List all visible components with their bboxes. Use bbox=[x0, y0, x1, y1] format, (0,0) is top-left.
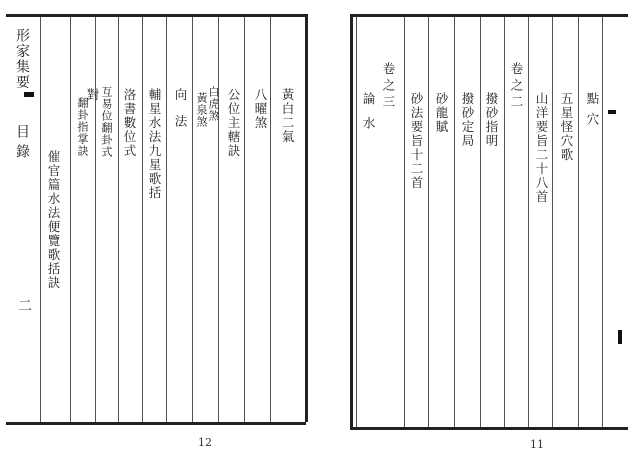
column-rule bbox=[166, 17, 167, 422]
toc-entry: 白虎煞 bbox=[207, 86, 220, 122]
toc-entry: 卷之二 bbox=[509, 62, 524, 112]
column-rule bbox=[552, 17, 553, 427]
column-rule bbox=[504, 17, 505, 427]
toc-entry: 點穴 bbox=[585, 92, 600, 133]
toc-entry: 卷之三 bbox=[381, 62, 396, 112]
book-title: 形家集要 bbox=[14, 28, 30, 90]
page-number: 11 bbox=[530, 438, 544, 451]
column-rule bbox=[528, 17, 529, 427]
column-rule bbox=[192, 17, 193, 422]
toc-entry: 催官篇水法便覽歌括訣 bbox=[46, 150, 61, 290]
column-rule bbox=[40, 17, 41, 422]
column-rule bbox=[142, 17, 143, 422]
black-mark bbox=[618, 330, 622, 344]
toc-entry: 對 bbox=[85, 88, 100, 102]
column-rule bbox=[404, 17, 405, 427]
column-rule bbox=[356, 17, 357, 427]
left-page bbox=[0, 0, 318, 456]
toc-entry: 黃白二氣 bbox=[280, 88, 295, 144]
toc-entry: 洛書數位式 bbox=[122, 88, 137, 158]
column-rule bbox=[602, 17, 603, 427]
toc-entry: 撥砂指明 bbox=[484, 92, 499, 148]
toc-entry: 砂法要旨十二首 bbox=[409, 92, 424, 190]
toc-entry: 論水 bbox=[361, 92, 376, 141]
column-rule bbox=[95, 17, 96, 422]
right-page-edge-rule bbox=[350, 14, 353, 427]
toc-entry: 撥砂定局 bbox=[460, 92, 475, 148]
right-page bbox=[344, 0, 640, 456]
toc-entry: 五星怪穴歌 bbox=[559, 92, 574, 162]
black-mark bbox=[24, 92, 34, 97]
column-rule bbox=[118, 17, 119, 422]
column-rule bbox=[480, 17, 481, 427]
toc-entry: 八曜煞 bbox=[253, 88, 268, 130]
toc-label: 目錄 bbox=[14, 124, 30, 164]
folio-mark: 二 bbox=[16, 298, 32, 314]
column-rule bbox=[270, 17, 271, 422]
page-number: 12 bbox=[198, 436, 212, 449]
column-rule bbox=[578, 17, 579, 427]
toc-entry: 公位主轄訣 bbox=[226, 88, 241, 158]
toc-entry: 輔星水法九星歌括 bbox=[147, 88, 162, 200]
black-mark bbox=[608, 110, 616, 114]
column-rule bbox=[70, 17, 71, 422]
column-rule bbox=[244, 17, 245, 422]
toc-entry: 向法 bbox=[173, 88, 188, 141]
left-page-edge-rule bbox=[305, 14, 308, 422]
toc-entry: 山洋要旨二十八首 bbox=[534, 92, 549, 204]
column-rule bbox=[218, 17, 219, 422]
gutter bbox=[318, 0, 344, 456]
toc-entry: 黃泉煞 bbox=[195, 92, 208, 128]
toc-entry: 翻卦指掌訣 bbox=[76, 97, 89, 157]
column-rule bbox=[428, 17, 429, 427]
toc-entry: 互易位翻卦式 bbox=[100, 86, 113, 158]
column-rule bbox=[454, 17, 455, 427]
toc-entry: 砂龍賦 bbox=[434, 92, 449, 134]
